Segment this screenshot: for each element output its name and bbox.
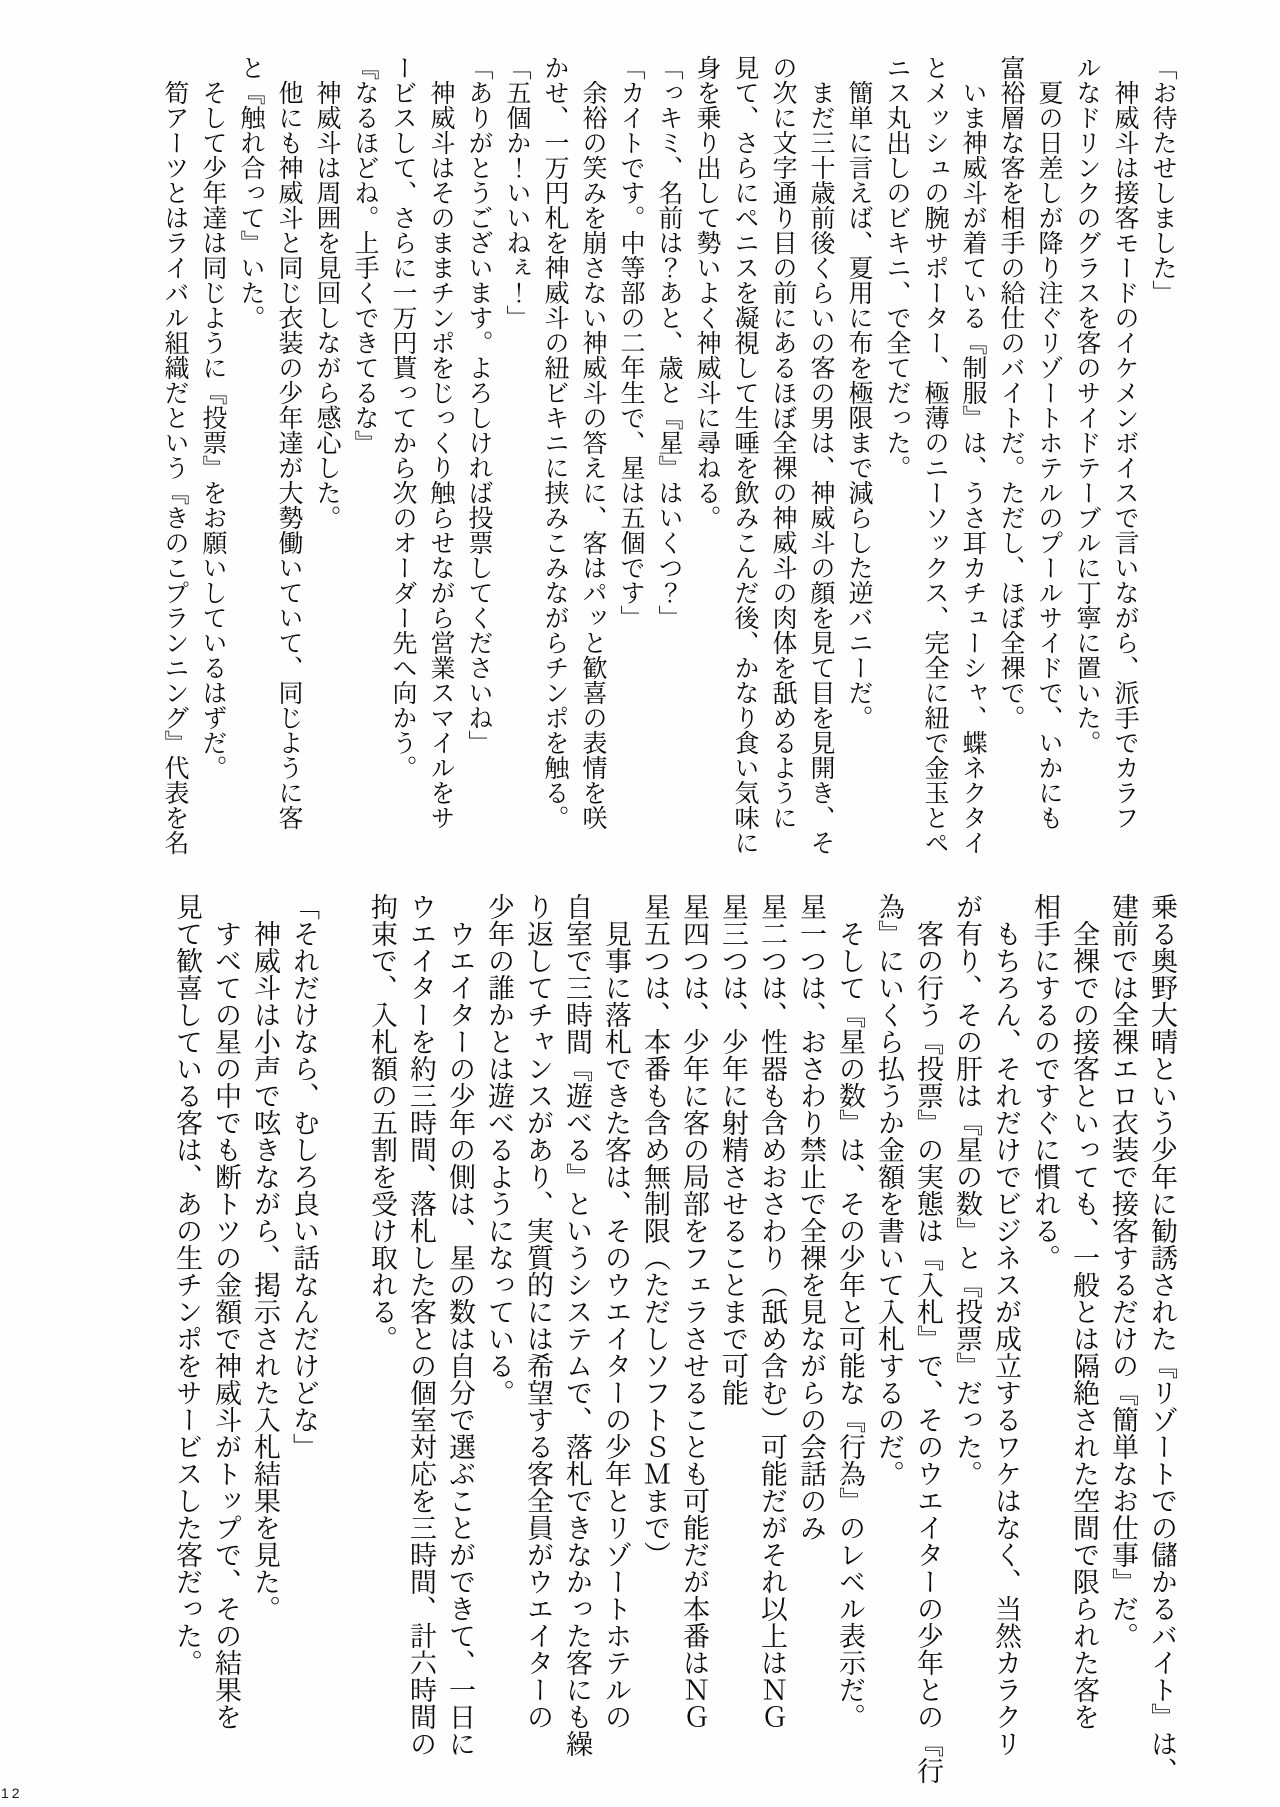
- text-line: 「カイトです。中等部の二年生で、星は五個です」: [617, 55, 644, 630]
- text-line: 神威斗は接客モードのイケメンボイスで言いながら、派手でカラフ: [1111, 55, 1138, 830]
- text-line: ウエイターの少年の側は、星の数は自分で選ぶことができて、一日に: [445, 893, 475, 1757]
- text-line: 全裸での接客といっても、一般とは隔絶された空間で限られた客を: [1069, 893, 1099, 1730]
- text-line: り返してチャンスがあり、実質的には希望する客全員がウエイターの: [523, 893, 553, 1730]
- text-line: 「っキミ、名前は？あと、歳と『星』はいくつ？」: [655, 55, 682, 630]
- text-line: 神威斗は周囲を見回しながら感心した。: [313, 55, 340, 530]
- text-line: 見て、さらにペニスを凝視して生唾を飲みこんだ後、かなり食い気味に: [731, 55, 758, 855]
- text-line: もちろん、それだけでビジネスが成立するワケはなく、当然カラクリ: [991, 893, 1021, 1757]
- text-line: 『なるほどね。上手くできてるな』: [351, 55, 378, 455]
- text-line: ニス丸出しのビキニ、で全てだった。: [883, 55, 910, 480]
- text-line: 「それだけなら、むしろ良い話なんだけどな」: [289, 893, 319, 1460]
- text-line: 建前では全裸エロ衣装で接客するだけの『簡単なお仕事』だ。: [1108, 893, 1138, 1649]
- text-line: 神威斗はそのままチンポをじっくり触らせながら営業スマイルをサ: [427, 55, 454, 830]
- text-line: 余裕の笑みを崩さない神威斗の答えに、客はパッと歓喜の表情を咲: [579, 55, 606, 830]
- text-line: そして『星の数』は、その少年と可能な『行為』のレベル表示だ。: [835, 893, 865, 1730]
- text-line: 簡単に言えば、夏用に布を極限まで減らした逆バニーだ。: [845, 55, 872, 730]
- text-block-top: [155, 55, 1181, 859]
- text-line: かせ、一万円札を神威斗の紐ビキニに挟みこみながらチンポを触る。: [541, 55, 568, 830]
- text-line: 「お待たせしました」: [1149, 55, 1176, 305]
- text-line: 乗る奥野大晴という少年に勧誘された『リゾートでの儲かるバイト』は、: [1147, 893, 1177, 1784]
- page-number: 12: [1, 1785, 23, 1801]
- text-line: 星一つは、おさわり禁止で全裸を見ながらの会話のみ: [796, 893, 826, 1541]
- text-line: 自室で三時間『遊べる』というシステムで、落札できなかった客にも繰: [562, 893, 592, 1757]
- text-line: 夏の日差しが降り注ぐリゾートホテルのプールサイドで、いかにも: [1035, 55, 1062, 830]
- text-line: 星四つは、少年に客の局部をフェラさせることも可能だが本番はＮＧ: [679, 893, 709, 1730]
- text-line: 身を乗り出して勢いよく神威斗に尋ねる。: [693, 55, 720, 530]
- text-line: 客の行う『投票』の実態は『入札』で、そのウエイターの少年との『行: [913, 893, 943, 1784]
- text-line: 拘束で、入札額の五割を受け取れる。: [367, 893, 397, 1352]
- text-line: 「五個か！いいねぇ！」: [503, 55, 530, 330]
- text-block-bottom: [167, 893, 1181, 1784]
- text-line: と『触れ合って』いた。: [237, 55, 264, 330]
- text-line: まだ三十歳前後くらいの客の男は、神威斗の顔を見て目を見開き、そ: [807, 55, 834, 855]
- text-line: そして少年達は同じように『投票』をお願いしているはずだ。: [199, 55, 226, 780]
- text-line: 見て歓喜している客は、あの生チンポをサービスした客だった。: [172, 893, 202, 1676]
- text-line: 富裕層な客を相手の給仕のバイトだ。ただし、ほぼ全裸で。: [997, 55, 1024, 730]
- text-line: 星二つは、性器も含めおさわり（舐め含む）可能だがそれ以上はＮＧ: [757, 893, 787, 1730]
- text-line: 見事に落札できた客は、そのウエイターの少年とリゾートホテルの: [601, 893, 631, 1730]
- text-line: ウエイターを約三時間、落札した客との個室対応を三時間、計六時間の: [406, 893, 436, 1757]
- text-line: 為』にいくら払うか金額を書いて入札するのだ。: [874, 893, 904, 1487]
- text-line: いま神威斗が着ている『制服』は、うさ耳カチューシャ、蝶ネクタイ: [959, 55, 986, 855]
- text-line: とメッシュの腕サポーター、極薄のニーソックス、完全に紐で金玉とペ: [921, 55, 948, 855]
- text-line: 他にも神威斗と同じ衣装の少年達が大勢働いていて、同じように客: [275, 55, 302, 830]
- blank-line: [323, 893, 362, 1761]
- text-line: 少年の誰かとは遊べるようになっている。: [484, 893, 514, 1406]
- text-line: 神威斗は小声で呟きながら、掲示された入札結果を見た。: [250, 893, 280, 1622]
- text-line: すべての星の中でも断トツの金額で神威斗がトップで、その結果を: [211, 893, 241, 1730]
- text-line: 「ありがとうございます。よろしければ投票してくださいね」: [465, 55, 492, 755]
- text-line: ルなドリンクのグラスを客のサイドテーブルに丁寧に置いた。: [1073, 55, 1100, 755]
- text-line: の次に文字通り目の前にあるほぼ全裸の神威斗の肉体を舐めるように: [769, 55, 796, 830]
- text-line: 星三つは、少年に射精させることまで可能: [718, 893, 748, 1406]
- text-line: 相手にするのですぐに慣れる。: [1030, 893, 1060, 1271]
- text-line: ービスして、さらに一万円貰ってから次のオーダー先へ向かう。: [389, 55, 416, 780]
- text-line: が有り、その肝は『星の数』と『投票』だった。: [952, 893, 982, 1487]
- text-line: 星五つは、本番も含め無制限（ただしソフトＳＭまで）: [640, 893, 670, 1568]
- text-line: 筍アーツとはライバル組織だという『きのこプランニング』代表を名: [161, 55, 188, 855]
